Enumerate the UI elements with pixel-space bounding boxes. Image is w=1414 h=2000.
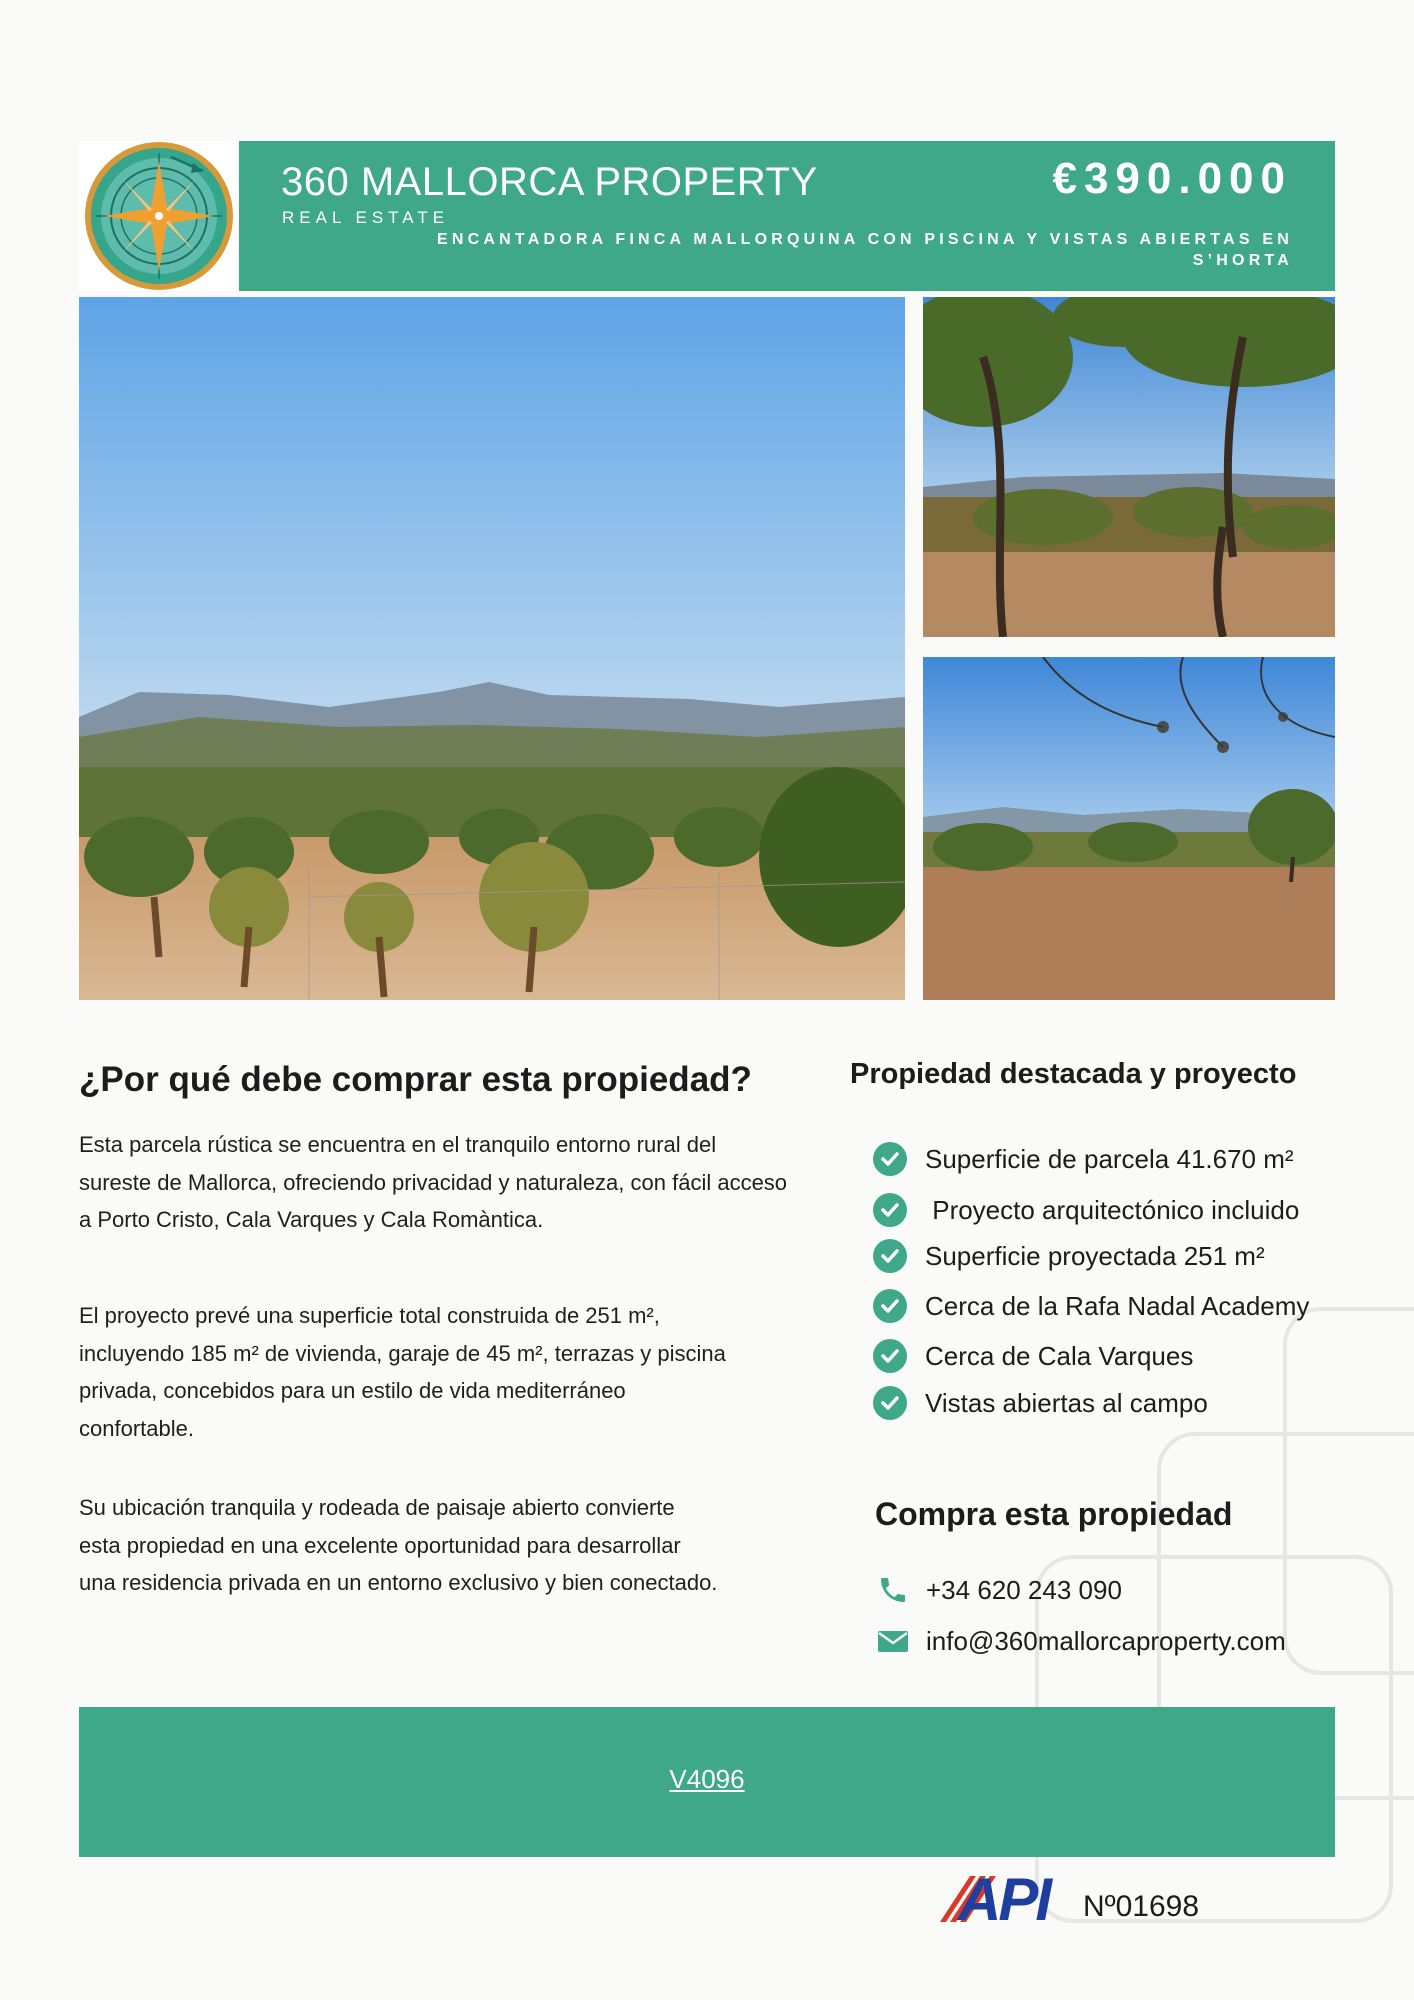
property-price: €390.000: [1052, 154, 1292, 203]
why-buy-title: ¿Por qué debe comprar esta propiedad?: [79, 1060, 752, 1099]
description-paragraph: Esta parcela rústica se encuentra en el tranquilo entorno rural del sureste de Mallorca, ofreciendo privacidad y naturaleza, con fácil acceso a Porto Cristo, Cala Varques y Cala Romàntica.: [79, 1132, 788, 1232]
svg-text:API: API: [958, 1866, 1050, 1924]
features-title: Propiedad destacada y proyecto: [850, 1058, 1297, 1090]
feature-text: Superficie de parcela 41.670 m²: [925, 1143, 1294, 1174]
email-contact[interactable]: [876, 1624, 1286, 1658]
brand-name: 360 MALLORCA PROPERTY: [281, 160, 818, 204]
check-circle-icon: [873, 1239, 907, 1273]
phone-contact[interactable]: [876, 1573, 1122, 1607]
feature-item: [873, 1139, 1294, 1179]
check-circle-icon: [873, 1386, 907, 1420]
feature-text: Cerca de la Rafa Nadal Academy: [925, 1290, 1310, 1321]
compass-rose-logo-icon: [79, 141, 239, 291]
feature-text: Proyecto arquitectónico incluido: [925, 1194, 1300, 1225]
description-paragraph: El proyecto prevé una superficie total construida de 251 m², incluyendo 185 m² de vivienda, garaje de 45 m², terrazas y piscina privada, concebidos para un estilo de vida mediterráneo confortable.: [79, 1303, 726, 1441]
pine-trees-photo: [923, 297, 1335, 637]
email-address[interactable]: info@360mallorcaproperty.com: [926, 1625, 1286, 1656]
api-license-number: Nº01698: [1083, 1890, 1200, 1923]
property-headline: ENCANTADORA FINCA MALLORQUINA CON PISCINA Y VISTAS ABIERTAS EN S’HORTA: [437, 231, 1293, 269]
check-circle-icon: [873, 1289, 907, 1323]
feature-item: [873, 1286, 1309, 1326]
brand-subtitle: REAL ESTATE: [282, 208, 450, 227]
buy-title: Compra esta propiedad: [875, 1496, 1233, 1532]
email-icon: [876, 1624, 910, 1658]
feature-text: Vistas abiertas al campo: [925, 1387, 1208, 1418]
countryside-field-photo: [923, 657, 1335, 1000]
feature-item: [873, 1190, 1299, 1230]
check-circle-icon: [873, 1142, 907, 1176]
feature-item: [873, 1336, 1193, 1376]
phone-number[interactable]: +34 620 243 090: [926, 1574, 1122, 1605]
feature-item: [873, 1236, 1265, 1276]
feature-text: Cerca de Cala Varques: [925, 1340, 1194, 1371]
phone-icon: [876, 1573, 910, 1607]
check-circle-icon: [873, 1339, 907, 1373]
reference-link[interactable]: V4096: [669, 1764, 745, 1794]
description-paragraph: Su ubicación tranquila y rodeada de paisaje abierto convierte esta propiedad en una excelente oportunidad para desarrollar una residencia privada en un entorno exclusivo y bien conectado.: [79, 1495, 718, 1595]
check-circle-icon: [873, 1193, 907, 1227]
feature-item: [873, 1383, 1208, 1423]
landscape-almond-trees-photo: [79, 297, 905, 1000]
feature-text: Superficie proyectada 251 m²: [925, 1240, 1265, 1271]
api-logo: [940, 1862, 1076, 1924]
company-logo: [79, 141, 239, 291]
